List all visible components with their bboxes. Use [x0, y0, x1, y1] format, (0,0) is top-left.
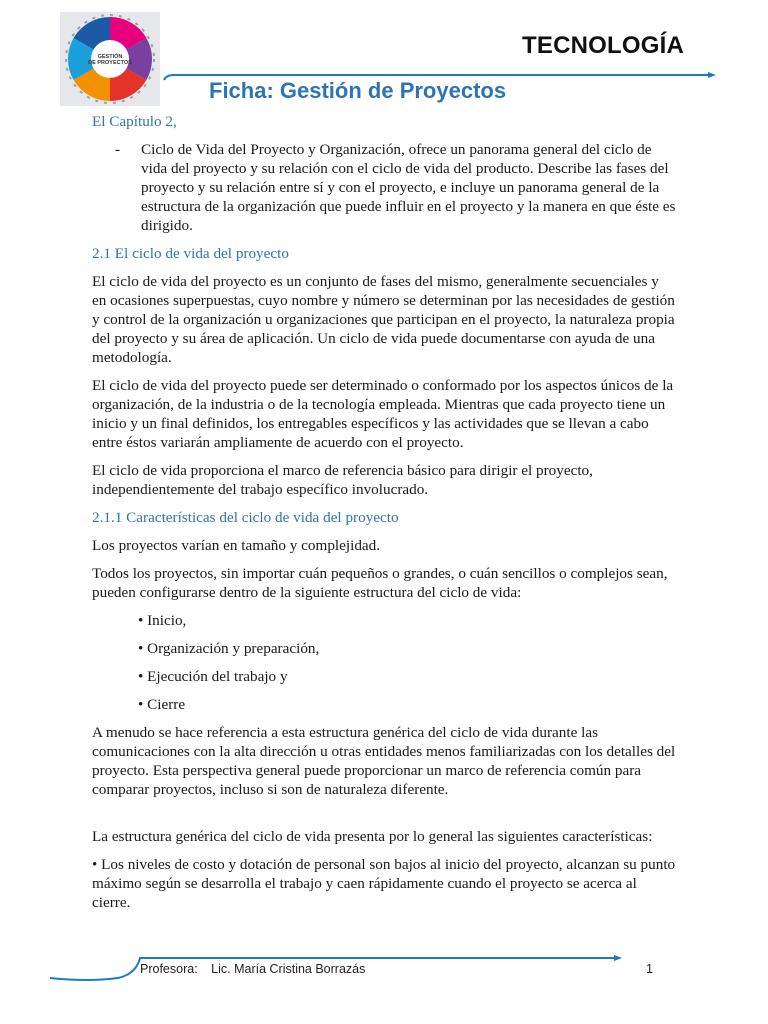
document-title: Ficha: Gestión de Proyectos — [209, 78, 507, 103]
footer-teacher-name: Lic. María Cristina Borrazás — [211, 962, 366, 976]
paragraph: La estructura genérica del ciclo de vida presenta por lo general las siguientes características: — [92, 828, 653, 845]
paragraph: El ciclo de vida del proyecto puede ser determinado o conformado por los aspectos únicos de la organización, de la industria o de la tecnología empleada. Mientras que cada proyecto tiene un inicio y un final definidos, los entregables específicos y las actividades que se llevan a cabo entre éstos variarán ampliamente de acuerdo con el proyecto. — [92, 377, 674, 451]
paragraph: A menudo se hace referencia a esta estructura genérica del ciclo de vida durante las comunicaciones con la alta dirección u otras entidades menos familiarizadas con los detalles del proyecto. Esta perspectiva general puede proporcionar un marco de referencia común para comparar proyectos, incluso si son de naturaleza diferente. — [92, 724, 676, 798]
chapter-description: Ciclo de Vida del Proyecto y Organización, ofrece un panorama general del ciclo de vida del proyecto y su relación con el ciclo de vida del producto. Describe las fases del proyecto y su relación entre sí y con el proyecto, e incluye un panorama general de la estructura de la organización que puede influir en el proyecto y la manera en que éste es dirigido. — [141, 141, 676, 234]
chapter-intro: El Capítulo 2, — [92, 113, 177, 130]
course-title: TECNOLOGÍA — [522, 32, 684, 59]
paragraph: El ciclo de vida del proyecto es un conjunto de fases del mismo, generalmente secuenciales y en ocasiones superpuestas, cuyo nombre y número se determinan por las necesidades de gestión y control de la organización u organizaciones que participan en el proyecto, la naturaleza propia del proyecto y su área de aplicación. Un ciclo de vida puede documentarse con ayuda de una metodología. — [92, 273, 675, 366]
logo-center-text: GESTIÓN DE PROYECTOS — [88, 54, 132, 66]
dash-marker: - — [115, 141, 121, 158]
paragraph: Los proyectos varían en tamaño y complejidad. — [92, 537, 381, 554]
paragraph: • Los niveles de costo y dotación de personal son bajos al inicio del proyecto, alcanzan su punto máximo según se desarrolla el trabajo y caen rápidamente cuando el proyecto se acerca al cierre. — [92, 856, 676, 911]
document-body — [92, 112, 676, 921]
project-management-logo — [60, 12, 160, 106]
phase-list-item: • Inicio, — [138, 612, 187, 629]
phase-list-item: • Ejecución del trabajo y — [138, 668, 288, 685]
chapter-list-item — [92, 140, 676, 235]
paragraph: Todos los proyectos, sin importar cuán pequeños o grandes, o cuán sencillos o complejos sean, pueden configurarse dentro de la siguiente estructura del ciclo de vida: — [92, 565, 668, 601]
phase-list-item: • Cierre — [138, 696, 186, 713]
paragraph: El ciclo de vida proporciona el marco de referencia básico para dirigir el proyecto, independientemente del trabajo específico involucrado. — [92, 462, 593, 498]
footer-teacher — [140, 962, 365, 976]
section-heading-2-1-1: 2.1.1 Características del ciclo de vida del proyecto — [92, 509, 399, 526]
footer-label: Profesora: — [140, 962, 198, 976]
section-heading-2-1: 2.1 El ciclo de vida del proyecto — [92, 245, 289, 262]
blank-line — [92, 808, 676, 827]
page-number: 1 — [646, 962, 653, 976]
phase-list-item: • Organización y preparación, — [138, 640, 320, 657]
